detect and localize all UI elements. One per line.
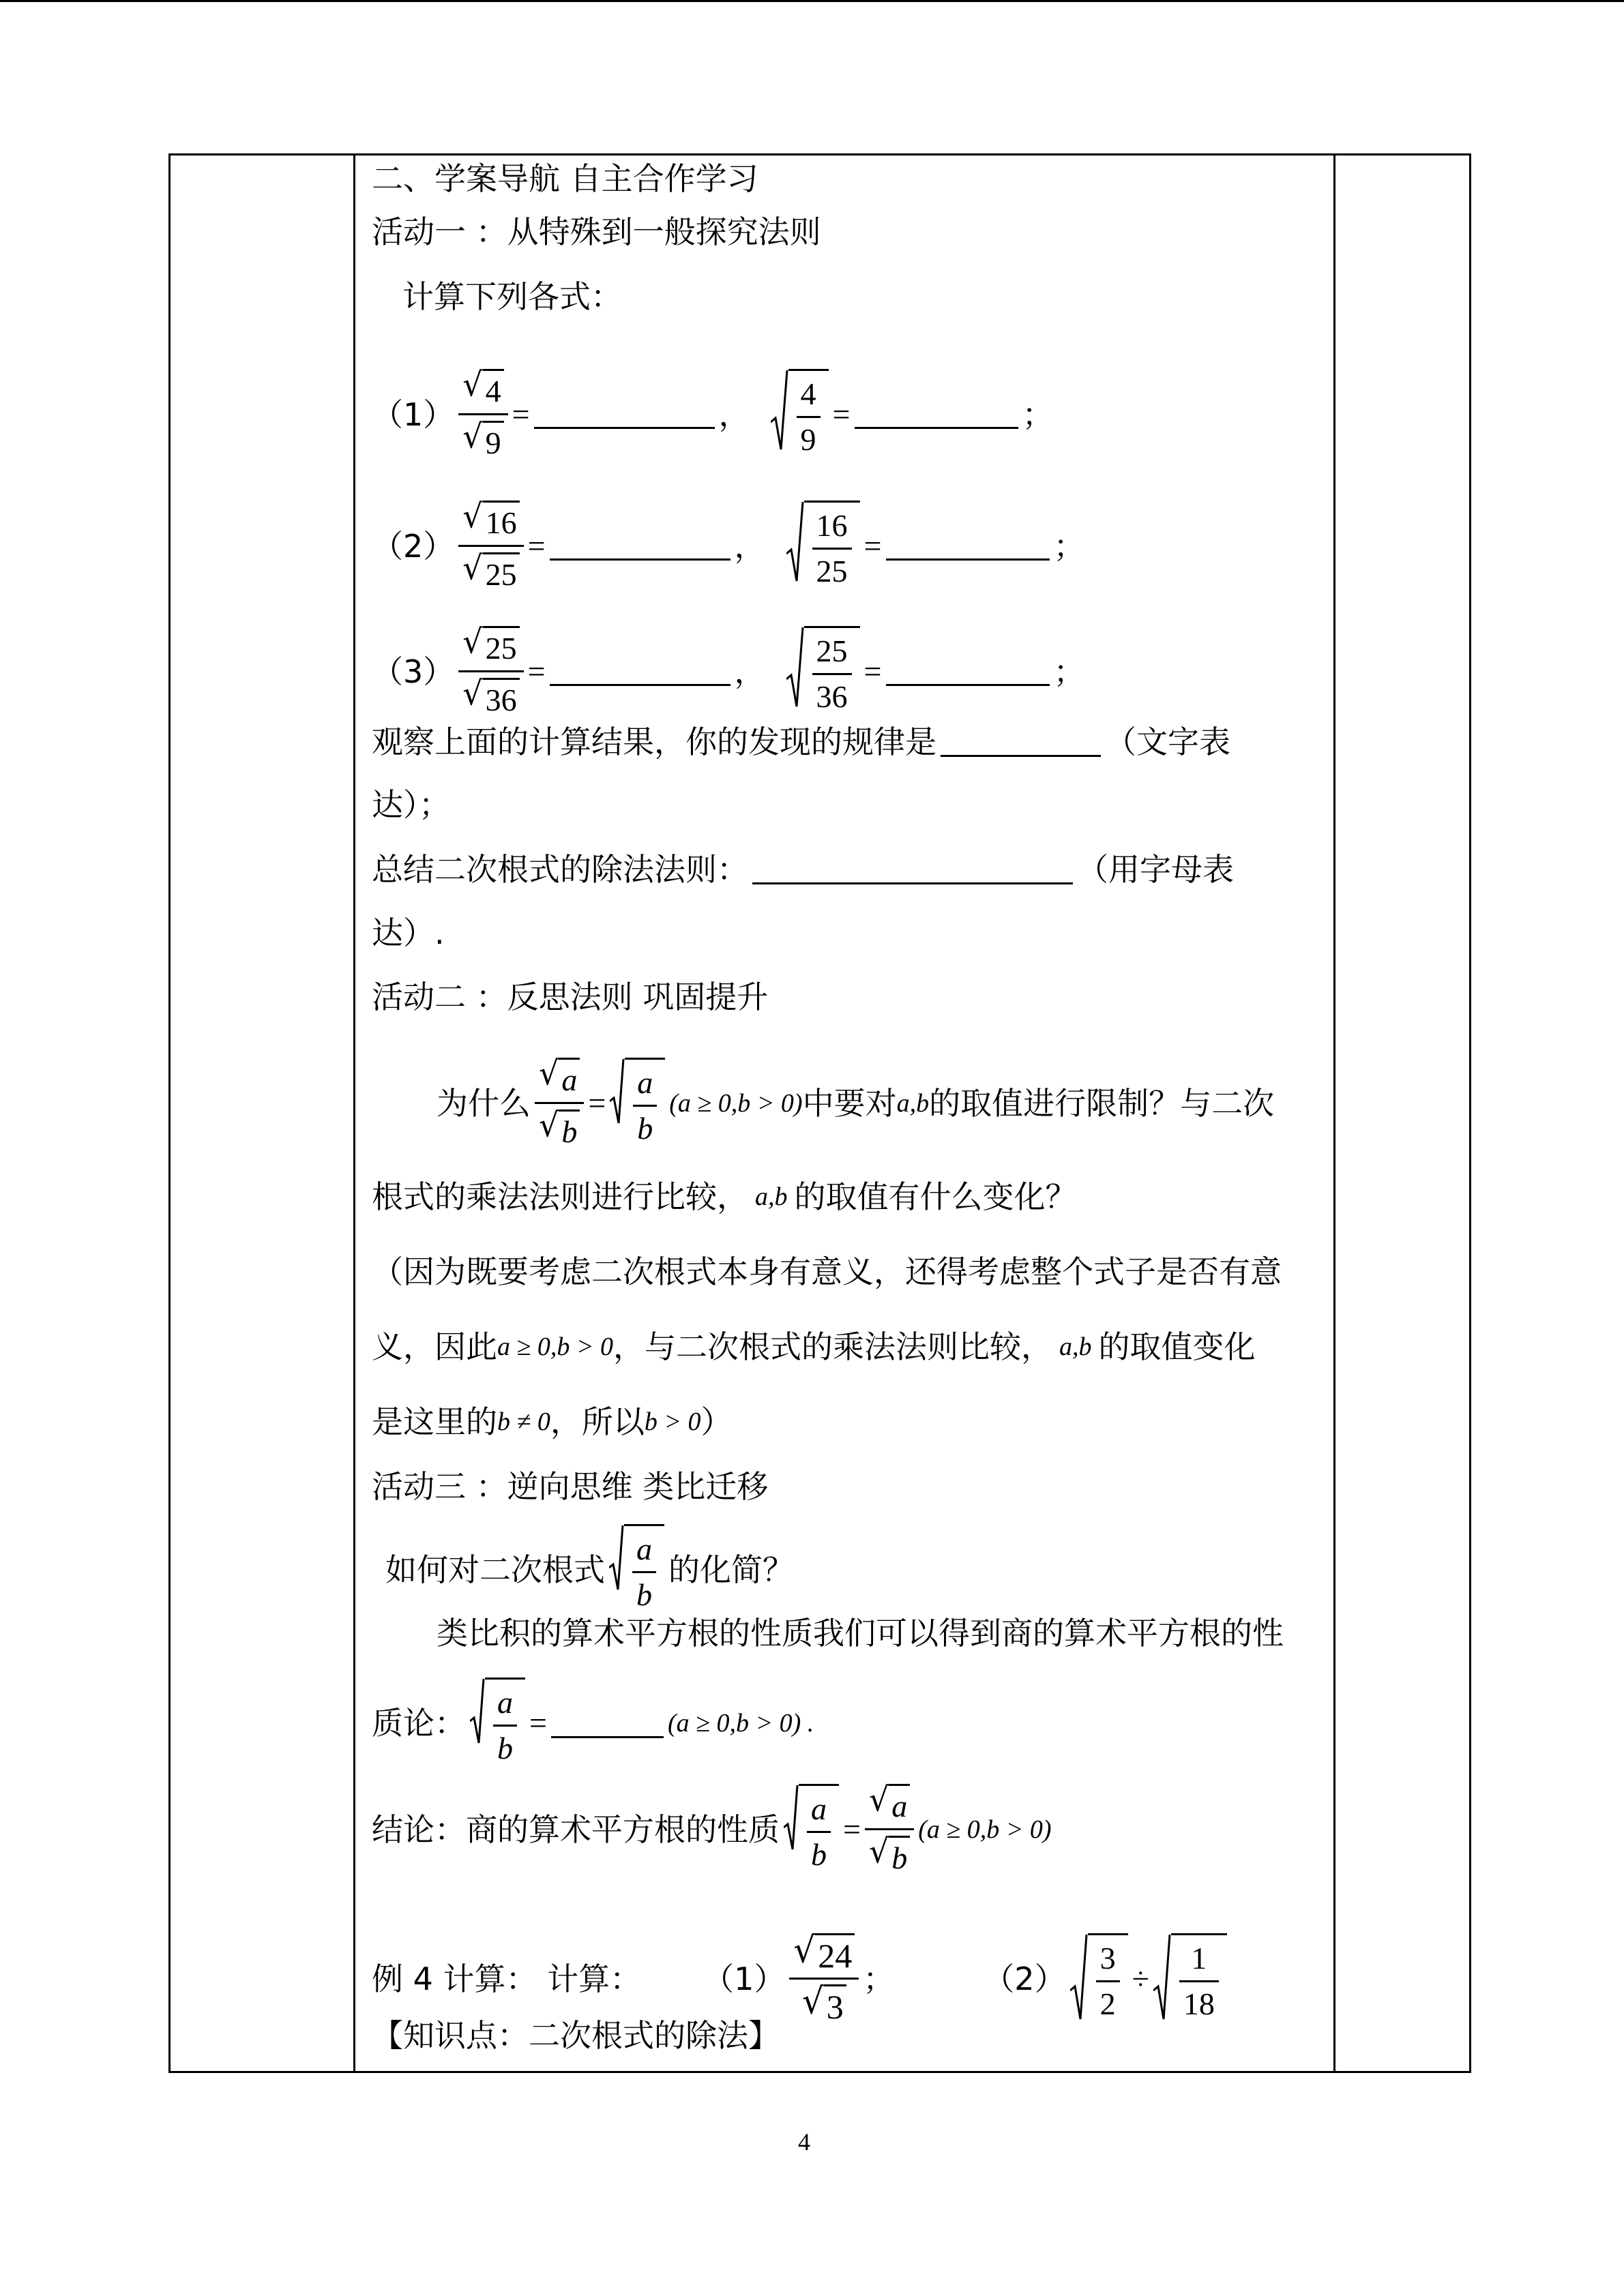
knowledge-point: 【知识点：二次根式的除法】 — [372, 2017, 780, 2054]
calc-item-3 — [372, 622, 1085, 721]
sqrt-of-fraction — [771, 369, 829, 460]
answer-text: 义，因此 — [372, 1328, 497, 1365]
example-part-label: （1） — [703, 1960, 786, 1997]
sqrt-of-fraction — [786, 626, 860, 717]
sqrt-a-over-b — [610, 1058, 665, 1149]
equals-sign: = — [843, 1811, 861, 1847]
numerator: 24 — [815, 1933, 855, 1976]
var-b: b — [559, 1109, 580, 1152]
item-label: （1） — [372, 396, 455, 433]
numerator: 1 — [1191, 1940, 1207, 1976]
answer-blank[interactable] — [886, 657, 1050, 686]
activity1-instruction: 计算下列各式： — [402, 278, 622, 315]
denominator: 9 — [483, 421, 504, 464]
numerator: 4 — [483, 369, 504, 412]
sqrt-a-over-b — [784, 1784, 839, 1875]
activity3-title: 活动三 ：逆向思维 类比迁移 — [372, 1468, 769, 1505]
equals-sign: = — [512, 396, 530, 432]
condition: b ≠ 0 — [497, 1407, 550, 1436]
var-a: a — [637, 1064, 653, 1100]
rule-line-end: 达）. — [372, 914, 445, 951]
page-number: 4 — [798, 2128, 810, 2156]
numerator: 3 — [1099, 1940, 1116, 1976]
fraction-sqrt-over-sqrt: √ 4 √ 9 — [458, 365, 507, 464]
condition: (a ≥ 0,b > 0) — [669, 1088, 803, 1118]
rule-text-tail: （用字母表 — [1077, 851, 1234, 888]
question-text: 的化简？ — [668, 1551, 794, 1588]
numerator: 25 — [816, 633, 848, 668]
observe-blank[interactable] — [941, 728, 1101, 757]
sqrt-1-over-18 — [1153, 1933, 1227, 2025]
vars-ab: a,b — [1059, 1332, 1092, 1361]
fraction-sqrt24-over-sqrt3: √ 24 √ 3 — [789, 1930, 859, 2027]
answer-blank[interactable] — [855, 400, 1018, 429]
rule-blank[interactable] — [752, 855, 1073, 884]
rule-line — [372, 849, 1234, 890]
var-b: b — [889, 1836, 910, 1879]
equals-sign: = — [588, 1085, 606, 1120]
denominator: 3 — [824, 1984, 846, 2027]
answer-text: 是这里的 — [372, 1403, 497, 1440]
observe-text: 观察上面的计算结果，你的发现的规律是 — [372, 724, 936, 760]
fraction-sqrt-a-over-sqrt-b: √ a √ b — [535, 1054, 584, 1152]
equals-sign: = — [832, 396, 851, 432]
var-a: a — [636, 1532, 652, 1566]
condition: a ≥ 0,b > 0 — [497, 1332, 613, 1361]
answer-blank[interactable] — [534, 400, 715, 429]
vars-ab: a,b — [755, 1182, 788, 1211]
sqrt-of-fraction — [786, 501, 860, 592]
answer-blank[interactable] — [886, 531, 1050, 561]
table-divider-left — [353, 153, 355, 2073]
observe-line-end: 达）； — [372, 786, 450, 823]
sqrt-a-over-b — [470, 1678, 525, 1769]
var-b: b — [811, 1836, 827, 1872]
sqrt-3-over-2 — [1070, 1933, 1128, 2025]
var-a: a — [889, 1784, 910, 1827]
answer-line-3 — [372, 1401, 733, 1442]
example-part-label: （2） — [983, 1960, 1066, 1997]
equals-sign: = — [527, 528, 546, 563]
question-text: 的取值进行限制？与二次 — [929, 1084, 1275, 1122]
condition: (a ≥ 0,b > 0) . — [667, 1709, 814, 1738]
table-divider-right — [1333, 153, 1335, 2073]
denominator: 25 — [816, 553, 848, 588]
item-label: （2） — [372, 527, 455, 565]
example-label: 例 4 计算： 计算： — [372, 1960, 642, 1997]
question-text: 的取值有什么变化？ — [794, 1178, 1077, 1215]
fraction-sqrt-a-over-sqrt-b: √ a √ b — [865, 1780, 914, 1879]
item-label: （3） — [372, 653, 455, 690]
property-blank[interactable] — [551, 1709, 664, 1738]
denominator: 18 — [1183, 1986, 1215, 2021]
comma: ， — [718, 396, 750, 433]
answer-text: ） — [700, 1403, 733, 1440]
observe-line — [372, 721, 1230, 762]
activity2-question-line2 — [372, 1176, 1077, 1217]
var-a: a — [559, 1058, 580, 1101]
question-text: 为什么 — [437, 1084, 531, 1122]
answer-line-2 — [372, 1326, 1256, 1367]
numerator: 16 — [483, 501, 520, 543]
denominator: 36 — [816, 679, 848, 714]
divide-sign: ÷ — [1132, 1960, 1149, 1996]
numerator: 25 — [483, 626, 520, 669]
comma: ， — [734, 527, 766, 565]
rule-text: 总结二次根式的除法法则： — [372, 851, 748, 888]
var-b: b — [636, 1577, 652, 1612]
activity2-question — [437, 1054, 1274, 1152]
analogy-line-2 — [372, 1678, 814, 1769]
semicolon: ； — [1053, 653, 1085, 690]
numerator: 4 — [800, 376, 816, 411]
numerator: 16 — [816, 507, 848, 543]
var-b: b — [497, 1731, 513, 1765]
denominator: 2 — [1099, 1986, 1116, 2021]
calc-item-1 — [372, 365, 1054, 464]
question-text: 如何对二次根式 — [385, 1551, 605, 1588]
analogy-text: 质论： — [372, 1705, 466, 1742]
question-text: 根式的乘法法则进行比较， — [372, 1178, 748, 1215]
answer-text: 的取值变化 — [1098, 1328, 1256, 1365]
example4-line — [372, 1930, 1231, 2027]
denominator: 36 — [483, 678, 520, 721]
answer-line-1: （因为既要考虑二次根式本身有意义，还得考虑整个式子是否有意 — [372, 1253, 1282, 1290]
equals-sign: = — [527, 653, 546, 689]
answer-blank[interactable] — [550, 657, 730, 686]
activity3-question — [385, 1524, 794, 1615]
section-title: 二、学案导航 自主合作学习 — [372, 160, 758, 197]
answer-blank[interactable] — [550, 531, 730, 561]
top-border-line — [0, 0, 1624, 2]
activity2-title: 活动二 ：反思法则 巩固提升 — [372, 979, 769, 1015]
fraction-sqrt-over-sqrt: √ 25 √ 36 — [458, 622, 523, 721]
conclusion-line — [372, 1780, 1052, 1879]
semicolon: ； — [863, 1960, 895, 1997]
equals-sign: = — [863, 528, 882, 563]
calc-item-2 — [372, 496, 1085, 595]
fraction-sqrt-over-sqrt: √ 16 √ 25 — [458, 496, 523, 595]
vars-ab: a,b — [896, 1088, 930, 1118]
analogy-line-1: 类比积的算术平方根的性质我们可以得到商的算术平方根的性 — [437, 1615, 1284, 1652]
denominator: 9 — [800, 421, 816, 457]
var-a: a — [811, 1791, 827, 1826]
question-text: 中要对 — [802, 1084, 897, 1122]
activity1-title: 活动一 ：从特殊到一般探究法则 — [372, 213, 821, 250]
semicolon: ； — [1053, 527, 1085, 565]
var-a: a — [497, 1685, 513, 1720]
semicolon: ； — [1022, 396, 1054, 433]
comma: ， — [734, 653, 766, 690]
condition: b > 0 — [644, 1407, 701, 1436]
var-b: b — [637, 1110, 653, 1146]
conclusion-text: 结论：商的算术平方根的性质 — [372, 1810, 780, 1848]
answer-text: ，所以 — [550, 1403, 645, 1440]
observe-text-tail: （文字表 — [1105, 724, 1230, 760]
equals-sign: = — [529, 1705, 547, 1740]
equals-sign: = — [863, 653, 882, 689]
condition: (a ≥ 0,b > 0) — [918, 1815, 1052, 1844]
answer-text: ，与二次根式的乘法法则比较， — [613, 1328, 1052, 1365]
denominator: 25 — [483, 552, 520, 595]
sqrt-a-over-b — [609, 1524, 664, 1615]
